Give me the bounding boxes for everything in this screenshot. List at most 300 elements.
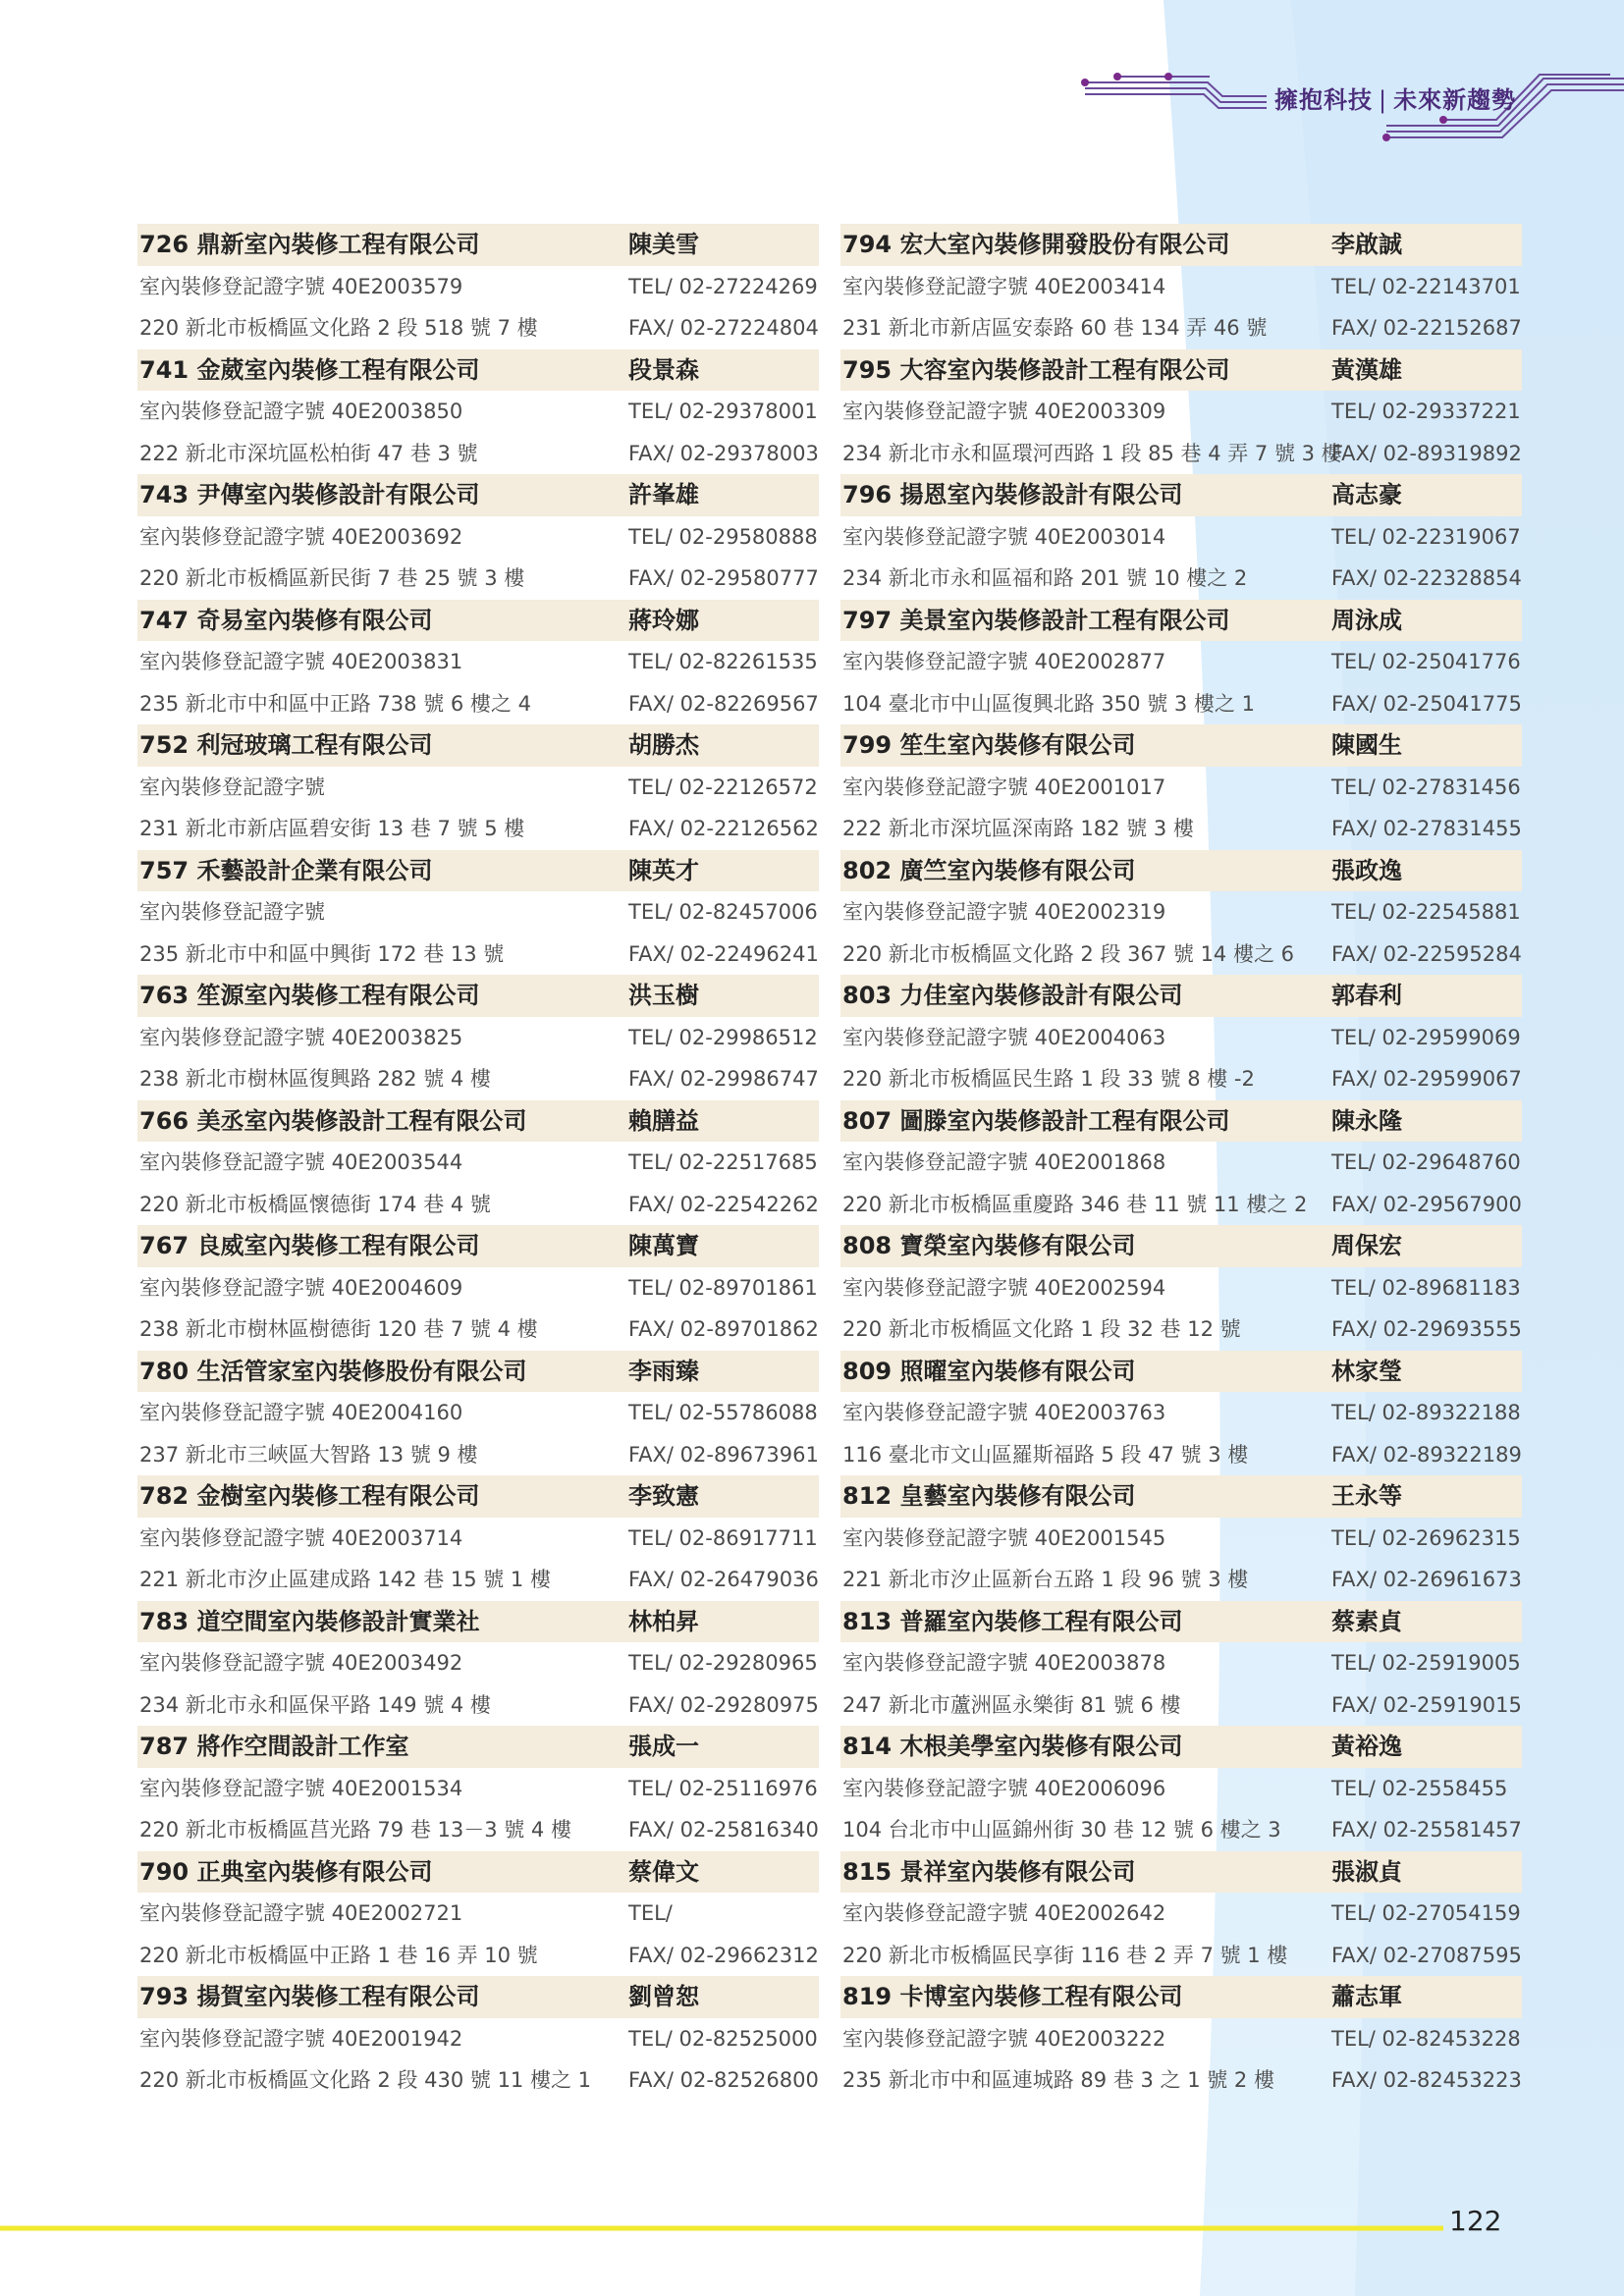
company-detail-row <box>840 808 1522 850</box>
company-detail-row <box>840 1642 1522 1684</box>
registration-number: 室內裝修登記證字號 40E2003714 <box>139 1525 463 1550</box>
contact-person: 周泳成 <box>1331 606 1402 634</box>
company-name: 726 鼎新室內裝修工程有限公司 <box>139 231 480 258</box>
company-entry <box>840 975 1522 1100</box>
registration-number: 室內裝修登記證字號 40E2003492 <box>139 1651 463 1675</box>
company-entry <box>840 349 1522 475</box>
fax-number: FAX/ 02-89701862 <box>628 1317 819 1341</box>
company-detail-row <box>840 2018 1522 2060</box>
fax-number: FAX/ 02-26479036 <box>628 1568 819 1591</box>
company-detail-row <box>137 1058 819 1100</box>
contact-person: 陳美雪 <box>628 231 699 258</box>
company-entry <box>137 1475 819 1601</box>
company-name: 799 笙生室內裝修有限公司 <box>842 731 1136 759</box>
telephone: TEL/ 02-26962315 <box>1331 1525 1521 1550</box>
address: 237 新北市三峽區大智路 13 號 9 樓 <box>139 1442 478 1467</box>
company-name: 803 力佳室內裝修設計有限公司 <box>842 982 1183 1009</box>
contact-person: 張政逸 <box>1331 856 1402 884</box>
contact-person: 張淑貞 <box>1331 1857 1402 1886</box>
company-name: 794 宏大室內裝修開發股份有限公司 <box>842 231 1230 258</box>
telephone: TEL/ 02-27054159 <box>1331 1901 1521 1925</box>
company-entry <box>840 600 1522 725</box>
company-detail-row <box>840 1267 1522 1309</box>
telephone: TEL/ 02-22545881 <box>1331 900 1521 924</box>
company-header-row <box>137 724 819 767</box>
company-header-row <box>137 1601 819 1643</box>
company-name: 757 禾藝設計企業有限公司 <box>139 856 433 884</box>
company-name: 752 利冠玻璃工程有限公司 <box>139 731 433 759</box>
company-entry <box>840 1976 1522 2102</box>
address: 220 新北市板橋區民生路 1 段 33 號 8 樓 -2 <box>842 1067 1255 1091</box>
telephone: TEL/ 02-25116976 <box>628 1776 818 1800</box>
fax-number: FAX/ 02-25581457 <box>1331 1818 1522 1842</box>
contact-person: 劉曾恕 <box>628 1983 699 2010</box>
address: 116 臺北市文山區羅斯福路 5 段 47 號 3 樓 <box>842 1442 1249 1467</box>
company-name: 743 尹傳室內裝修設計有限公司 <box>139 481 480 508</box>
contact-person: 黃漢雄 <box>1331 355 1402 384</box>
company-header-row <box>840 1100 1522 1143</box>
address: 220 新北市板橋區重慶路 346 巷 11 號 11 樓之 2 <box>842 1192 1308 1216</box>
company-detail-row <box>137 433 819 475</box>
registration-number: 室內裝修登記證字號 40E2002877 <box>842 650 1166 673</box>
contact-person: 王永等 <box>1331 1482 1402 1510</box>
registration-number: 室內裝修登記證字號 40E2003309 <box>842 400 1166 423</box>
telephone: TEL/ 02-25919005 <box>1331 1651 1521 1675</box>
company-header-row <box>137 600 819 642</box>
fax-number: FAX/ 02-89322189 <box>1331 1442 1522 1467</box>
company-detail-row <box>840 558 1522 600</box>
fax-number: FAX/ 02-22152687 <box>1331 316 1522 340</box>
address: 235 新北市中和區中興街 172 巷 13 號 <box>139 941 505 966</box>
company-detail-row <box>840 2059 1522 2102</box>
contact-person: 蔣玲娜 <box>628 606 699 634</box>
listing-column-left <box>137 224 819 2102</box>
fax-number: FAX/ 02-25816340 <box>628 1818 819 1842</box>
company-header-row <box>840 474 1522 516</box>
fax-number: FAX/ 02-22542262 <box>628 1192 819 1216</box>
company-name: 741 金葳室內裝修工程有限公司 <box>139 355 480 384</box>
company-name: 767 良威室內裝修工程有限公司 <box>139 1232 480 1259</box>
fax-number: FAX/ 02-22328854 <box>1331 566 1522 590</box>
company-header-row <box>137 1475 819 1518</box>
company-name: 802 廣竺室內裝修有限公司 <box>842 856 1136 884</box>
company-detail-row <box>840 683 1522 725</box>
company-detail-row <box>840 934 1522 976</box>
company-detail-row <box>840 1559 1522 1601</box>
company-name: 790 正典室內裝修有限公司 <box>139 1857 433 1886</box>
telephone: TEL/ 02-27224269 <box>628 274 818 298</box>
company-entry <box>840 1225 1522 1351</box>
company-detail-row <box>137 1518 819 1560</box>
header-title-right: 未來新趨勢 <box>1393 86 1517 114</box>
telephone: TEL/ 02-89322188 <box>1331 1401 1521 1424</box>
address: 231 新北市新店區碧安街 13 巷 7 號 5 樓 <box>139 817 525 840</box>
address: 220 新北市板橋區懷德街 174 巷 4 號 <box>139 1192 491 1216</box>
telephone: TEL/ 02-55786088 <box>628 1401 818 1424</box>
registration-number: 室內裝修登記證字號 40E2001017 <box>842 774 1166 799</box>
company-header-row <box>840 600 1522 642</box>
company-name: 747 奇易室內裝修有限公司 <box>139 606 433 634</box>
contact-person: 周保宏 <box>1331 1232 1402 1259</box>
telephone: TEL/ 02-29986512 <box>628 1025 818 1049</box>
registration-number: 室內裝修登記證字號 40E2001534 <box>139 1776 463 1800</box>
company-entry <box>137 474 819 600</box>
company-detail-row <box>840 1184 1522 1226</box>
company-detail-row <box>137 558 819 600</box>
company-entry <box>840 1726 1522 1851</box>
company-detail-row <box>840 1684 1522 1727</box>
contact-person: 林家瑩 <box>1331 1357 1402 1385</box>
address: 235 新北市中和區連城路 89 巷 3 之 1 號 2 樓 <box>842 2068 1274 2092</box>
telephone: TEL/ 02-82261535 <box>628 650 818 673</box>
registration-number: 室內裝修登記證字號 40E2003414 <box>842 274 1166 298</box>
fax-number: FAX/ 02-82453223 <box>1331 2068 1522 2092</box>
company-entry <box>840 1601 1522 1727</box>
company-detail-row <box>137 1017 819 1059</box>
company-entry <box>840 850 1522 976</box>
fax-number: FAX/ 02-22595284 <box>1331 941 1522 966</box>
registration-number: 室內裝修登記證字號 40E2003579 <box>139 274 463 298</box>
company-name: 793 揚賀室內裝修工程有限公司 <box>139 1983 480 2010</box>
registration-number: 室內裝修登記證字號 40E2002594 <box>842 1275 1166 1300</box>
company-header-row <box>840 850 1522 892</box>
header-title <box>1274 80 1516 116</box>
registration-number: 室內裝修登記證字號 40E2001942 <box>139 2026 463 2051</box>
address: 220 新北市板橋區文化路 2 段 518 號 7 樓 <box>139 316 538 340</box>
fax-number: FAX/ 02-89673961 <box>628 1442 819 1467</box>
page-number: 122 <box>1449 2205 1502 2237</box>
address: 238 新北市樹林區復興路 282 號 4 樓 <box>139 1067 491 1091</box>
contact-person: 賴膳益 <box>628 1106 699 1135</box>
company-name: 787 將作空間設計工作室 <box>139 1733 409 1760</box>
company-name: 795 大容室內裝修設計工程有限公司 <box>842 355 1230 384</box>
address: 220 新北市板橋區中正路 1 巷 16 弄 10 號 <box>139 1943 538 1967</box>
contact-person: 陳英才 <box>628 856 699 884</box>
company-header-row <box>840 1851 1522 1894</box>
registration-number: 室內裝修登記證字號 40E2004609 <box>139 1275 463 1300</box>
company-entry <box>137 1601 819 1727</box>
company-detail-row <box>840 1142 1522 1184</box>
registration-number: 室內裝修登記證字號 40E2003222 <box>842 2026 1166 2051</box>
telephone: TEL/ 02-86917711 <box>628 1525 818 1550</box>
contact-person: 黃裕逸 <box>1331 1733 1402 1760</box>
company-detail-row <box>137 1184 819 1226</box>
registration-number: 室內裝修登記證字號 40E2002642 <box>842 1901 1166 1925</box>
company-entry <box>840 1851 1522 1977</box>
telephone: TEL/ 02-29280965 <box>628 1651 818 1675</box>
company-detail-row <box>840 391 1522 433</box>
fax-number: FAX/ 02-25041775 <box>1331 691 1522 716</box>
company-name: 813 普羅室內裝修工程有限公司 <box>842 1607 1183 1635</box>
company-name: 780 生活管家室內裝修股份有限公司 <box>139 1357 527 1385</box>
address: 222 新北市深坑區松柏街 47 巷 3 號 <box>139 441 478 465</box>
address: 104 台北市中山區錦州街 30 巷 12 號 6 樓之 3 <box>842 1818 1281 1842</box>
telephone: TEL/ 02-29337221 <box>1331 400 1521 423</box>
contact-person: 蕭志軍 <box>1331 1983 1402 2010</box>
company-detail-row <box>840 1017 1522 1059</box>
address: 222 新北市深坑區深南路 182 號 3 樓 <box>842 817 1194 840</box>
address: 220 新北市板橋區文化路 2 段 367 號 14 樓之 6 <box>842 941 1295 966</box>
company-name: 808 寶榮室內裝修有限公司 <box>842 1232 1136 1259</box>
address: 220 新北市板橋區莒光路 79 巷 13－3 號 4 樓 <box>139 1818 571 1842</box>
company-detail-row <box>840 1893 1522 1935</box>
telephone: TEL/ 02-29378001 <box>628 400 818 423</box>
company-detail-row <box>840 1308 1522 1351</box>
registration-number: 室內裝修登記證字號 40E2003763 <box>842 1401 1166 1424</box>
registration-number: 室內裝修登記證字號 40E2006096 <box>842 1776 1166 1800</box>
company-detail-row <box>840 1392 1522 1434</box>
company-detail-row <box>840 433 1522 475</box>
contact-person: 高志豪 <box>1331 481 1402 508</box>
contact-person: 蔡素貞 <box>1331 1607 1402 1635</box>
company-detail-row <box>137 1642 819 1684</box>
company-name: 815 景祥室內裝修有限公司 <box>842 1857 1136 1886</box>
fax-number: FAX/ 02-27224804 <box>628 316 819 340</box>
company-detail-row <box>840 266 1522 308</box>
registration-number: 室內裝修登記證字號 40E2003544 <box>139 1150 463 1174</box>
telephone: TEL/ 02-82525000 <box>628 2026 818 2051</box>
telephone: TEL/ 02-29648760 <box>1331 1150 1521 1174</box>
contact-person: 許峯雄 <box>628 481 699 508</box>
company-detail-row <box>840 1935 1522 1977</box>
company-detail-row <box>137 891 819 934</box>
fax-number: FAX/ 02-29662312 <box>628 1943 819 1967</box>
address: 221 新北市汐止區建成路 142 巷 15 號 1 樓 <box>139 1568 551 1591</box>
fax-number: FAX/ 02-89319892 <box>1331 441 1522 465</box>
registration-number: 室內裝修登記證字號 40E2004160 <box>139 1401 463 1424</box>
company-entry <box>137 600 819 725</box>
company-detail-row <box>137 1768 819 1810</box>
contact-person: 蔡偉文 <box>628 1857 699 1886</box>
registration-number: 室內裝修登記證字號 40E2003878 <box>842 1651 1166 1675</box>
registration-number: 室內裝修登記證字號 40E2003825 <box>139 1025 463 1049</box>
contact-person: 李啟誠 <box>1331 231 1402 258</box>
company-detail-row <box>137 767 819 809</box>
registration-number: 室內裝修登記證字號 40E2001545 <box>842 1525 1166 1550</box>
company-header-row <box>137 1100 819 1143</box>
company-header-row <box>137 850 819 892</box>
company-entry <box>137 1225 819 1351</box>
company-detail-row <box>840 891 1522 934</box>
company-detail-row <box>137 1809 819 1851</box>
company-detail-row <box>137 2059 819 2102</box>
fax-number: FAX/ 02-29599067 <box>1331 1067 1522 1091</box>
company-name: 763 笙源室內裝修工程有限公司 <box>139 982 480 1009</box>
company-name: 797 美景室內裝修設計工程有限公司 <box>842 606 1230 634</box>
company-name: 812 皇藝室內裝修有限公司 <box>842 1482 1136 1510</box>
company-entry <box>840 724 1522 850</box>
company-detail-row <box>137 1893 819 1935</box>
company-entry <box>137 1351 819 1476</box>
telephone: TEL/ 02-22126572 <box>628 774 818 799</box>
telephone: TEL/ 02-2558455 <box>1331 1776 1508 1800</box>
telephone: TEL/ 02-22517685 <box>628 1150 818 1174</box>
registration-number: 室內裝修登記證字號 <box>139 774 325 799</box>
address: 234 新北市永和區保平路 149 號 4 樓 <box>139 1692 491 1717</box>
company-header-row <box>840 1225 1522 1267</box>
company-header-row <box>840 975 1522 1017</box>
contact-person: 李雨臻 <box>628 1357 699 1385</box>
fax-number: FAX/ 02-22496241 <box>628 941 819 966</box>
fax-number: FAX/ 02-27087595 <box>1331 1943 1522 1967</box>
company-detail-row <box>137 1392 819 1434</box>
fax-number: FAX/ 02-29378003 <box>628 441 819 465</box>
telephone: TEL/ 02-25041776 <box>1331 650 1521 673</box>
telephone: TEL/ 02-22143701 <box>1331 274 1521 298</box>
telephone: TEL/ 02-89701861 <box>628 1275 818 1300</box>
header-title-left: 擁抱科技 <box>1274 86 1373 114</box>
company-detail-row <box>137 1684 819 1727</box>
address: 220 新北市板橋區文化路 1 段 32 巷 12 號 <box>842 1317 1241 1341</box>
fax-number: FAX/ 02-29580777 <box>628 566 819 590</box>
company-header-row <box>840 349 1522 392</box>
address: 221 新北市汐止區新台五路 1 段 96 號 3 樓 <box>842 1568 1249 1591</box>
fax-number: FAX/ 02-82269567 <box>628 691 819 716</box>
contact-person: 林柏昇 <box>628 1607 699 1635</box>
fax-number: FAX/ 02-29567900 <box>1331 1192 1522 1216</box>
registration-number: 室內裝修登記證字號 <box>139 900 325 924</box>
registration-number: 室內裝修登記證字號 40E2003831 <box>139 650 463 673</box>
registration-number: 室內裝修登記證字號 40E2004063 <box>842 1025 1166 1049</box>
company-detail-row <box>840 1058 1522 1100</box>
registration-number: 室內裝修登記證字號 40E2003850 <box>139 400 463 423</box>
fax-number: FAX/ 02-26961673 <box>1331 1568 1522 1591</box>
company-detail-row <box>137 391 819 433</box>
telephone: TEL/ 02-22319067 <box>1331 524 1521 549</box>
company-detail-row <box>137 2018 819 2060</box>
company-detail-row <box>840 1809 1522 1851</box>
company-header-row <box>137 1726 819 1768</box>
company-name: 807 圖滕室內裝修設計工程有限公司 <box>842 1106 1230 1135</box>
address: 231 新北市新店區安泰路 60 巷 134 弄 46 號 <box>842 316 1268 340</box>
company-header-row <box>840 724 1522 767</box>
contact-person: 李致憲 <box>628 1482 699 1510</box>
company-detail-row <box>137 307 819 349</box>
contact-person: 陳國生 <box>1331 731 1402 759</box>
company-entry <box>840 1100 1522 1226</box>
company-entry <box>137 349 819 475</box>
header-title-separator: | <box>1379 86 1388 114</box>
company-entry <box>840 474 1522 600</box>
company-detail-row <box>137 934 819 976</box>
fax-number: FAX/ 02-27831455 <box>1331 817 1522 840</box>
company-name: 783 道空間室內裝修設計實業社 <box>139 1607 480 1635</box>
address: 220 新北市板橋區民享街 116 巷 2 弄 7 號 1 樓 <box>842 1943 1288 1967</box>
company-detail-row <box>137 1559 819 1601</box>
company-detail-row <box>137 641 819 683</box>
address: 234 新北市永和區環河西路 1 段 85 巷 4 弄 7 號 3 樓 <box>842 441 1342 465</box>
company-header-row <box>137 975 819 1017</box>
company-detail-row <box>137 1142 819 1184</box>
company-name: 782 金樹室內裝修工程有限公司 <box>139 1482 480 1510</box>
telephone: TEL/ 02-89681183 <box>1331 1275 1521 1300</box>
contact-person: 張成一 <box>628 1733 699 1760</box>
company-detail-row <box>840 1434 1522 1476</box>
address: 235 新北市中和區中正路 738 號 6 樓之 4 <box>139 691 531 716</box>
fax-number: FAX/ 02-22126562 <box>628 817 819 840</box>
company-entry <box>840 224 1522 349</box>
registration-number: 室內裝修登記證字號 40E2003692 <box>139 524 463 549</box>
company-detail-row <box>840 1768 1522 1810</box>
registration-number: 室內裝修登記證字號 40E2002319 <box>842 900 1166 924</box>
telephone: TEL/ 02-27831456 <box>1331 774 1521 799</box>
contact-person: 洪玉樹 <box>628 982 699 1009</box>
company-entry <box>137 1100 819 1226</box>
telephone: TEL/ 02-29580888 <box>628 524 818 549</box>
address: 220 新北市板橋區文化路 2 段 430 號 11 樓之 1 <box>139 2068 592 2092</box>
company-name: 796 揚恩室內裝修設計有限公司 <box>842 481 1183 508</box>
company-detail-row <box>840 307 1522 349</box>
company-detail-row <box>137 1434 819 1476</box>
company-detail-row <box>137 266 819 308</box>
company-entry <box>137 1726 819 1851</box>
company-name: 819 卡博室內裝修工程有限公司 <box>842 1983 1183 2010</box>
company-entry <box>137 224 819 349</box>
address: 220 新北市板橋區新民街 7 巷 25 號 3 樓 <box>139 566 525 590</box>
contact-person: 胡勝杰 <box>628 731 699 759</box>
telephone: TEL/ 02-29599069 <box>1331 1025 1521 1049</box>
company-name: 809 照曜室內裝修有限公司 <box>842 1357 1136 1385</box>
company-detail-row <box>137 683 819 725</box>
fax-number: FAX/ 02-29986747 <box>628 1067 819 1091</box>
telephone: TEL/ 02-82457006 <box>628 900 818 924</box>
listing-column-right <box>840 224 1522 2102</box>
company-detail-row <box>137 808 819 850</box>
fax-number: FAX/ 02-29693555 <box>1331 1317 1522 1341</box>
company-header-row <box>137 474 819 516</box>
address: 104 臺北市中山區復興北路 350 號 3 樓之 1 <box>842 691 1255 716</box>
company-header-row <box>840 1726 1522 1768</box>
contact-person: 陳永隆 <box>1331 1106 1402 1135</box>
telephone: TEL/ 02-82453228 <box>1331 2026 1521 2051</box>
company-name: 814 木根美學室內裝修有限公司 <box>842 1733 1183 1760</box>
company-entry <box>137 975 819 1100</box>
address: 247 新北市蘆洲區永樂街 81 號 6 樓 <box>842 1692 1181 1717</box>
company-detail-row <box>137 1308 819 1351</box>
company-detail-row <box>137 1267 819 1309</box>
company-name: 766 美丞室內裝修設計工程有限公司 <box>139 1106 527 1135</box>
company-header-row <box>840 224 1522 266</box>
company-detail-row <box>840 641 1522 683</box>
address: 234 新北市永和區福和路 201 號 10 樓之 2 <box>842 566 1248 590</box>
contact-person: 郭春利 <box>1331 982 1402 1009</box>
registration-number: 室內裝修登記證字號 40E2003014 <box>842 524 1166 549</box>
company-detail-row <box>137 1935 819 1977</box>
company-header-row <box>840 1976 1522 2018</box>
company-header-row <box>137 224 819 266</box>
company-entry <box>137 850 819 976</box>
company-detail-row <box>840 516 1522 559</box>
contact-person: 陳萬寶 <box>628 1232 699 1259</box>
fax-number: FAX/ 02-82526800 <box>628 2068 819 2092</box>
company-header-row <box>137 1851 819 1894</box>
company-header-row <box>137 1351 819 1393</box>
address: 238 新北市樹林區樹德街 120 巷 7 號 4 樓 <box>139 1317 538 1341</box>
registration-number: 室內裝修登記證字號 40E2001868 <box>842 1150 1166 1174</box>
company-entry <box>137 1851 819 1977</box>
company-header-row <box>137 349 819 392</box>
company-detail-row <box>840 1518 1522 1560</box>
company-header-row <box>840 1475 1522 1518</box>
fax-number: FAX/ 02-25919015 <box>1331 1692 1522 1717</box>
company-entry <box>840 1351 1522 1476</box>
company-header-row <box>137 1976 819 2018</box>
company-entry <box>137 724 819 850</box>
company-header-row <box>840 1351 1522 1393</box>
company-header-row <box>840 1601 1522 1643</box>
circuit-dots-left <box>1081 73 1172 86</box>
telephone: TEL/ <box>628 1901 673 1925</box>
